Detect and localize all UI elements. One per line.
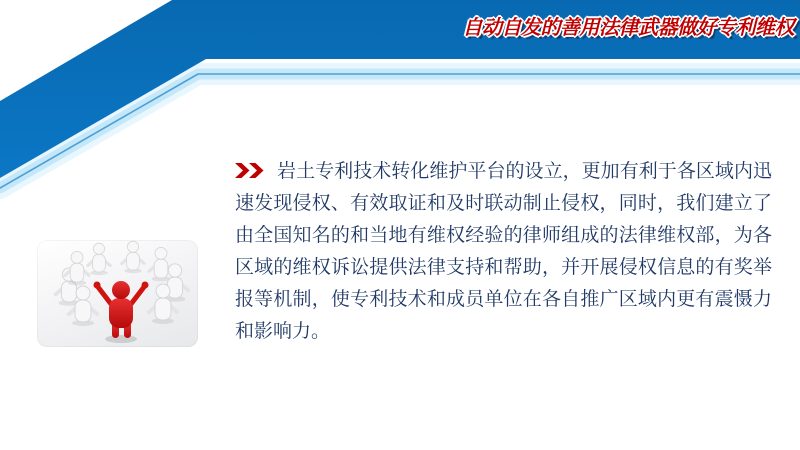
body-text: 岩土专利技术转化维护平台的设立，更加有利于各区域内迅速发现侵权、有效取证和及时联动制止侵权，同时，我们建立了由全国知名的和当地有维权经验的律师组成的法律维权部，为各区域的维权诉讼提供法律支持和帮助，并开展侵权信息的有奖举报等机制，使专利技术和成员单位在各自推广区域内更有震慑力和影响力。 bbox=[235, 161, 772, 342]
body-paragraph bbox=[235, 156, 772, 348]
page-title: 自动自发的善用法律武器做好专利维权 bbox=[462, 17, 794, 39]
double-chevron-right-icon bbox=[235, 157, 265, 172]
red-leader-figure bbox=[94, 281, 149, 343]
teamwork-image bbox=[37, 240, 198, 347]
teamwork-circle-figures-icon bbox=[37, 240, 198, 347]
